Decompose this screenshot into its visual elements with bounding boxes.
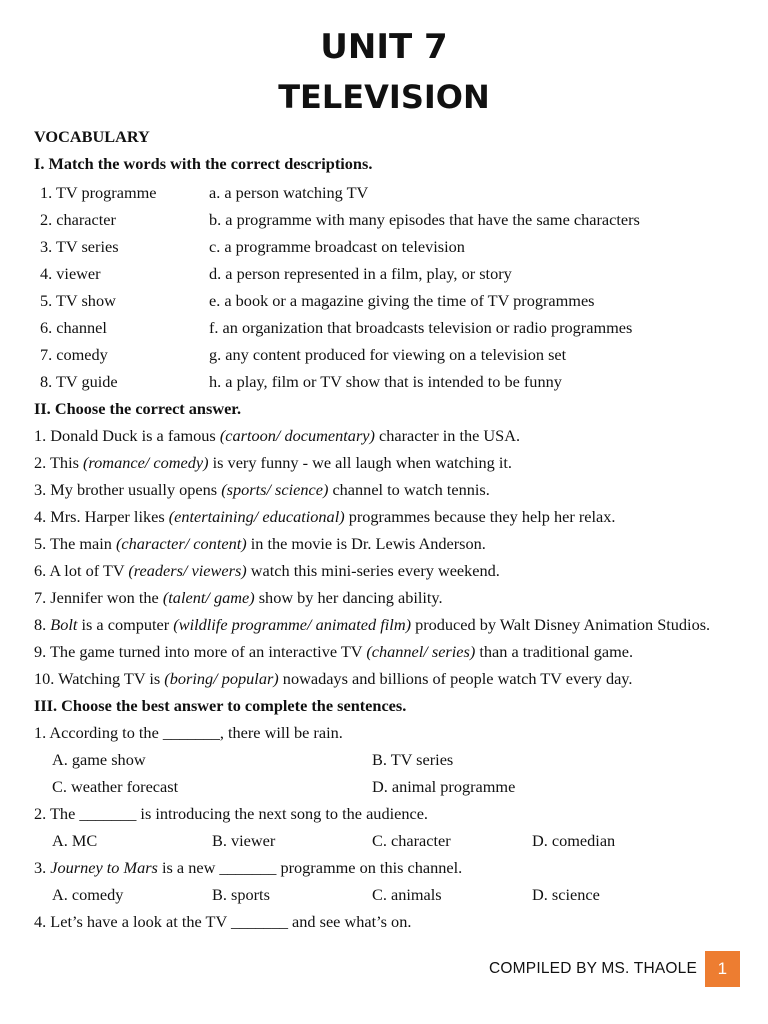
matching-row (34, 179, 744, 206)
match-description: h. a play, film or TV show that is intended to be funny (209, 372, 562, 391)
question-text: 4. Mrs. Harper likes (34, 507, 169, 526)
section-3-heading: III. Choose the best answer to complete the sentences. (34, 696, 407, 715)
option-d: D. animal programme (372, 777, 516, 796)
option-d: D. comedian (532, 831, 616, 850)
answer-choices: (talent/ game) (162, 588, 255, 607)
option-a: A. comedy (52, 885, 124, 904)
question-text: is very funny - we all laugh when watching it. (208, 453, 512, 472)
option-b: B. TV series (372, 750, 454, 769)
programme-title: Journey to Mars (50, 858, 158, 877)
answer-choices: (readers/ viewers) (128, 561, 247, 580)
question-text: watch this mini-series every weekend. (246, 561, 500, 580)
answer-choices: (channel/ series) (366, 642, 476, 661)
match-description: f. an organization that broadcasts television or radio programmes (209, 318, 633, 337)
section-2-heading: II. Choose the correct answer. (34, 399, 242, 418)
matching-row (34, 233, 744, 260)
matching-row (34, 368, 744, 395)
match-word: 7. comedy (40, 345, 108, 364)
choice-question (34, 449, 744, 476)
choice-question (34, 611, 744, 638)
answer-choices: (character/ content) (116, 534, 247, 553)
choice-question (34, 503, 744, 530)
compiled-by-label: COMPILED BY MS. THAOLE (489, 960, 697, 977)
page-number-badge: 1 (705, 951, 740, 987)
question-text: produced by Walt Disney Animation Studios. (411, 615, 711, 634)
answer-choices: (cartoon/ documentary) (219, 426, 375, 445)
match-description: e. a book or a magazine giving the time of TV programmes (209, 291, 595, 310)
film-title: Bolt (50, 615, 78, 634)
choice-question (34, 584, 744, 611)
mc-options-1 (34, 746, 744, 773)
match-word: 1. TV programme (40, 183, 157, 202)
mc-question-2: 2. The _______ is introducing the next song to the audience. (34, 804, 428, 823)
question-text: is a computer (77, 615, 174, 634)
question-text: 2. This (34, 453, 84, 472)
choice-question (34, 476, 744, 503)
question-text: 3. My brother usually opens (34, 480, 222, 499)
question-text: 1. Donald Duck is a famous (34, 426, 220, 445)
page-footer (489, 951, 740, 987)
mc-options-1 (34, 773, 744, 800)
answer-choices: (sports/ science) (221, 480, 329, 499)
option-d: D. science (532, 885, 600, 904)
question-text: nowadays and billions of people watch TV every day. (278, 669, 633, 688)
question-text: 10. Watching TV is (34, 669, 165, 688)
match-word: 2. character (40, 210, 116, 229)
option-b: B. viewer (212, 831, 276, 850)
matching-row (34, 287, 744, 314)
question-text: 8. (34, 615, 51, 634)
match-description: a. a person watching TV (209, 183, 369, 202)
mc-question-3 (34, 854, 744, 881)
vocabulary-heading: VOCABULARY (34, 127, 150, 146)
section-1-heading: I. Match the words with the correct descriptions. (34, 154, 373, 173)
question-text: channel to watch tennis. (328, 480, 490, 499)
match-description: g. any content produced for viewing on a television set (209, 345, 567, 364)
matching-list (34, 179, 744, 395)
choice-question (34, 530, 744, 557)
answer-choices: (wildlife programme/ animated film) (173, 615, 411, 634)
option-a: A. MC (52, 831, 98, 850)
match-word: 4. viewer (40, 264, 101, 283)
question-text: programmes because they help her relax. (344, 507, 616, 526)
choice-list (34, 422, 744, 692)
match-word: 8. TV guide (40, 372, 118, 391)
question-text: than a traditional game. (475, 642, 634, 661)
choice-question (34, 665, 744, 692)
question-text: character in the USA. (374, 426, 521, 445)
unit-title: UNIT 7 (320, 27, 448, 67)
choice-question (34, 557, 744, 584)
question-text: 7. Jennifer won the (34, 588, 163, 607)
question-text: 3. (34, 858, 51, 877)
mc-question-4: 4. Let’s have a look at the TV _______ and see what’s on. (34, 912, 412, 931)
mc-options-3 (34, 881, 744, 908)
question-text: 6. A lot of TV (34, 561, 129, 580)
unit-subtitle: TELEVISION (278, 78, 490, 116)
matching-row (34, 341, 744, 368)
match-word: 3. TV series (40, 237, 119, 256)
answer-choices: (entertaining/ educational) (168, 507, 345, 526)
match-word: 6. channel (40, 318, 107, 337)
option-c: C. weather forecast (52, 777, 179, 796)
option-b: B. sports (212, 885, 270, 904)
worksheet-body (34, 123, 744, 935)
match-word: 5. TV show (40, 291, 116, 310)
question-text: in the movie is Dr. Lewis Anderson. (246, 534, 486, 553)
question-text: show by her dancing ability. (254, 588, 443, 607)
option-c: C. animals (372, 885, 442, 904)
question-text: is a new _______ programme on this channel. (157, 858, 463, 877)
match-description: c. a programme broadcast on television (209, 237, 465, 256)
mc-options-2 (34, 827, 744, 854)
matching-row (34, 260, 744, 287)
choice-question (34, 422, 744, 449)
mc-question-1: 1. According to the _______, there will be rain. (34, 723, 343, 742)
option-a: A. game show (52, 750, 146, 769)
answer-choices: (boring/ popular) (164, 669, 279, 688)
matching-row (34, 206, 744, 233)
question-text: 9. The game turned into more of an interactive TV (34, 642, 367, 661)
question-text: 5. The main (34, 534, 116, 553)
option-c: C. character (372, 831, 451, 850)
match-description: b. a programme with many episodes that have the same characters (209, 210, 640, 229)
matching-row (34, 314, 744, 341)
choice-question (34, 638, 744, 665)
match-description: d. a person represented in a film, play, or story (209, 264, 512, 283)
answer-choices: (romance/ comedy) (83, 453, 209, 472)
